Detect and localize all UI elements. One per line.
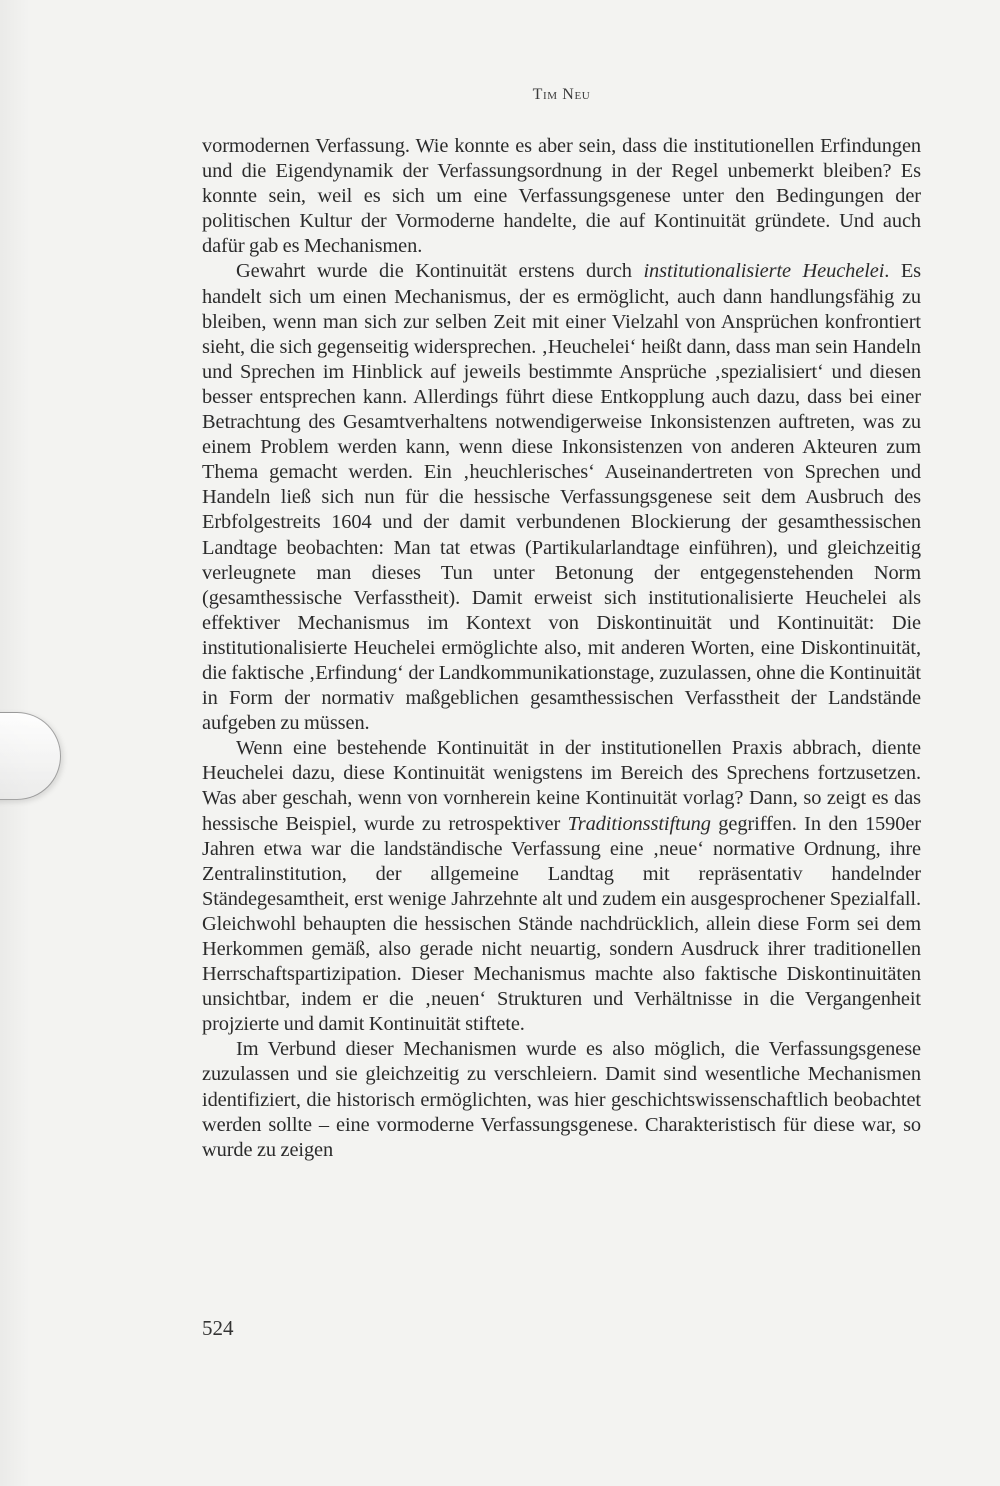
page-number: 524 <box>202 1316 234 1340</box>
text-segment: Gewahrt wurde die Kontinuität erstens durch <box>236 260 644 283</box>
paragraph <box>202 1037 921 1162</box>
paper-clip-shadow <box>0 712 61 800</box>
paragraph <box>202 259 921 736</box>
text-segment: Wenn eine bestehende Kontinuität in der institutionellen Praxis abbrach, diente Heuchelei dazu, diese Kontinuität wenigstens im Bereich des Sprechens fortzusetzen. Was aber geschah, wenn von vornherein keine Kontinuität vorlag? Dann, so zeigt es das hessische Beispiel, wurde zu retrospektiver <box>202 737 921 835</box>
italic-term: Traditionsstiftung <box>567 812 711 835</box>
italic-term: institutionalisierte Heuchelei <box>643 260 885 283</box>
running-head: Tim Neu <box>532 86 591 103</box>
paragraph <box>202 736 921 1037</box>
body-text <box>202 134 921 1163</box>
paragraph <box>202 134 921 259</box>
text-segment: vormodernen Verfassung. Wie konnte es aber sein, dass die institutionellen Erfindungen und die Eigendynamik der Verfassungsordnung in der Regel unbemerkt bleiben? Es konnte sein, weil es sich um eine Verfassungsgenese unter den Bedingungen der politischen Kultur der Vormoderne handelte, die auf Kontinuität gründete. Und auch dafür gab es Mechanismen. <box>202 135 921 258</box>
text-segment: . Es handelt sich um einen Mechanismus, der es ermöglicht, auch dann handlungsfähig zu bleiben, wenn man sich zur selben Zeit mit einer Vielzahl von Ansprüchen konfrontiert sieht, die sich gegenseitig widersprechen. ‚Heuchelei‘ heißt dann, dass man sein Handeln und Sprechen im Hinblick auf jeweils bestimmte Ansprüche ‚spezialisiert‘ und diesen besser entsprechen kann. Allerdings führt diese Entkopplung auch dazu, dass bei einer Betrachtung des Gesamtverhaltens notwendigerweise Inkonsistenzen auftreten, was zu einem Problem werden kann, wenn diese Inkonsistenzen von anderen Akteuren zum Thema gemacht werden. Ein ‚heuchlerisches‘ Auseinandertreten von Sprechen und Handeln ließ sich nun für die hessische Verfassungsgenese seit dem Ausbruch des Erbfolgestreits 1604 und der damit verbundenen Blockierung der gesamthessischen Landtage beobachten: Man tat etwas (Partikularlandtage einführen), und gleichzeitig verleugnete man dieses Tun unter Betonung der entgegenstehenden Norm (gesamthessische Verfasstheit). Damit erweist sich institutionalisierte Heuchelei als effektiver Mechanismus im Kontext von Diskontinuität und Kontinuität: Die institutionalisierte Heuchelei ermöglichte also, mit anderen Worten, eine Diskontinuität, die faktische ‚Erfindung‘ der Landkommunikationstage, zuzulassen, ohne die Kontinuität in Form der normativ maßgeblichen gesamthessischen Verfasstheit der Landstände aufgeben zu müssen. <box>202 260 922 735</box>
text-segment: Im Verbund dieser Mechanismen wurde es also möglich, die Verfassungsgenese zuzulassen und sie gleichzeitig zu verschleiern. Damit sind wesentliche Mechanismen identifiziert, die historisch ermöglichten, was hier geschichtswissenschaftlich beobachtet werden sollte – eine vormoderne Verfassungsgenese. Charakteristisch für diese war, so wurde zu zeigen <box>202 1038 921 1161</box>
text-segment: gegriffen. In den 1590er Jahren etwa war die landständische Verfassung eine ‚neue‘ normative Ordnung, ihre Zentralinstitution, der allgemeine Landtag mit repräsentativ handelnder Ständegesamtheit, erst wenige Jahrzehnte alt und zudem ein ausgesprochener Spezialfall. Gleichwohl behaupten die hessischen Stände nachdrücklich, allein diese Form sei dem Herkommen gemäß, also gerade nicht neuartig, sondern Ausdruck ihrer traditionellen Herrschaftspartizipation. Dieser Mechanismus machte also faktische Diskontinuitäten unsichtbar, indem er die ‚neuen‘ Strukturen und Verhältnisse in die Vergangenheit projzierte und damit Kontinuität stiftete. <box>202 812 921 1036</box>
